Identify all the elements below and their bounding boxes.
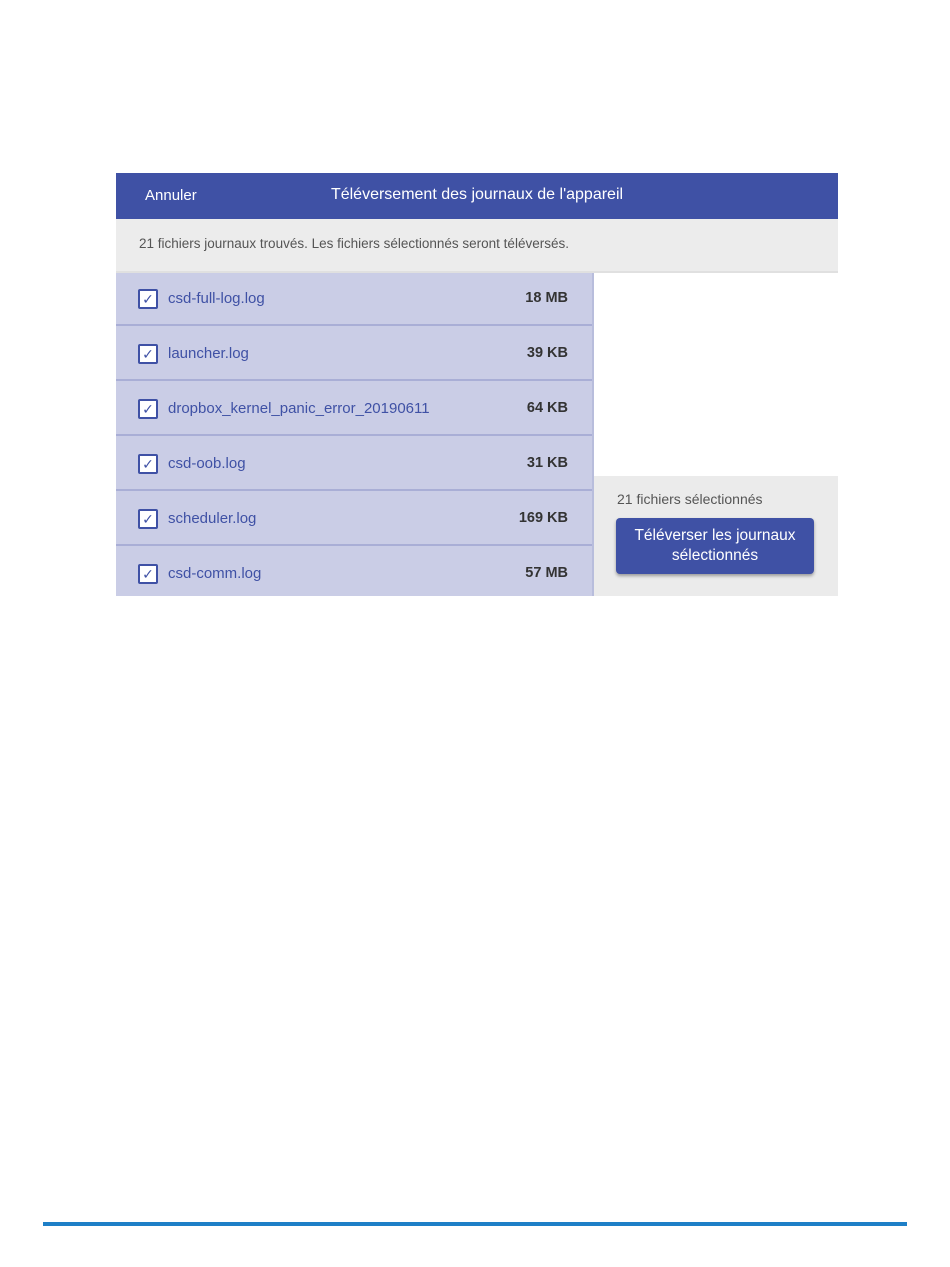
file-size: 31 KB (526, 455, 568, 471)
file-size: 64 KB (526, 400, 568, 416)
file-size: 169 KB (518, 510, 568, 526)
file-row[interactable] (116, 493, 592, 546)
cancel-button[interactable]: Annuler (145, 187, 197, 204)
file-size: 39 KB (526, 345, 568, 361)
upload-panel (594, 476, 838, 596)
file-checkbox[interactable]: ✓ (138, 564, 158, 584)
file-name: scheduler.log (168, 510, 257, 527)
file-row[interactable] (116, 328, 592, 381)
bottom-divider (43, 1222, 907, 1226)
file-checkbox[interactable]: ✓ (138, 399, 158, 419)
file-name: launcher.log (168, 345, 249, 362)
file-row[interactable] (116, 438, 592, 491)
file-name: dropbox_kernel_panic_error_20190611 (168, 400, 430, 417)
side-blank-area (594, 273, 838, 476)
file-size: 57 MB (525, 565, 568, 581)
file-row[interactable] (116, 548, 592, 596)
info-bar (116, 219, 838, 273)
file-name: csd-comm.log (168, 565, 262, 582)
info-message: 21 fichiers journaux trouvés. Les fichiers sélectionnés seront téléversés. (139, 236, 569, 251)
page-title: Téléversement des journaux de l'appareil (330, 186, 624, 203)
file-checkbox[interactable]: ✓ (138, 509, 158, 529)
app-header (116, 173, 838, 219)
file-row[interactable] (116, 273, 592, 326)
upload-selected-logs-button[interactable]: Téléverser les journaux sélectionnés (616, 518, 814, 574)
file-checkbox[interactable]: ✓ (138, 344, 158, 364)
selected-count: 21 fichiers sélectionnés (617, 491, 763, 507)
file-checkbox[interactable]: ✓ (138, 454, 158, 474)
log-upload-screen (116, 173, 838, 596)
file-checkbox[interactable]: ✓ (138, 289, 158, 309)
file-name: csd-full-log.log (168, 290, 265, 307)
file-list (116, 273, 594, 596)
file-size: 18 MB (525, 290, 568, 306)
file-name: csd-oob.log (168, 455, 246, 472)
file-row[interactable] (116, 383, 592, 436)
